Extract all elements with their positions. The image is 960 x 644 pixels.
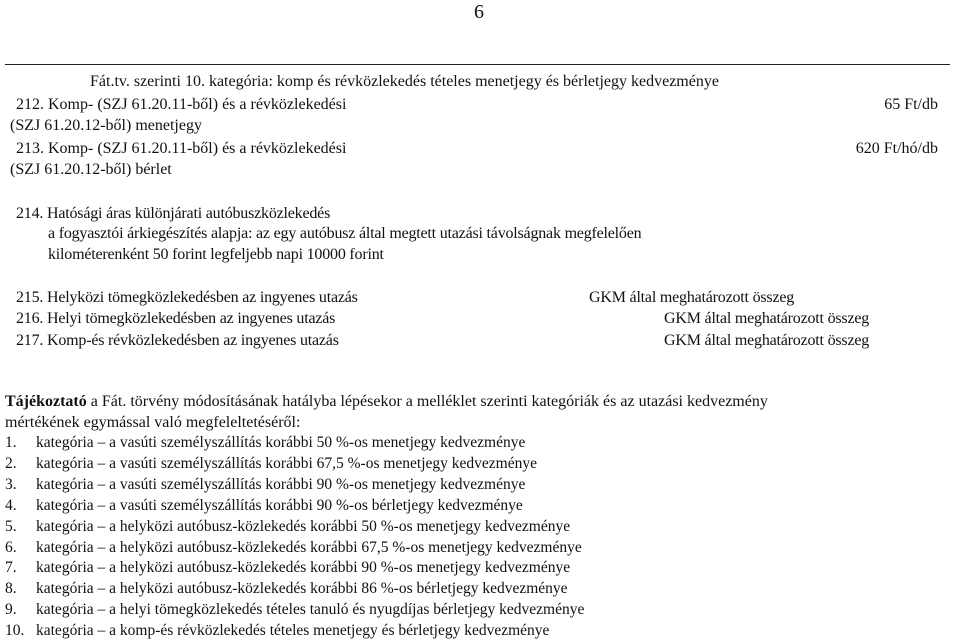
category-number: 10.	[5, 622, 25, 640]
info-text1: a Fát. törvény módosításának hatályba lépésekor a melléklet szerinti kategóriák és az utazási kedvezmény	[86, 393, 768, 410]
category-text: kategória – a vasúti személyszállítás korábbi 90 %-os bérletjegy kedvezménye	[36, 496, 523, 514]
item-215-label: 215. Helyközi tömegközlekedésben az ingyenes utazás	[16, 289, 358, 306]
category-text: kategória – a vasúti személyszállítás korábbi 50 %-os menetjegy kedvezménye	[36, 434, 526, 451]
category-text: kategória – a helyi tömegközlekedés tételes tanuló és nyugdíjas bérletjegy kedvezménye	[36, 601, 585, 619]
item-216-value: GKM által meghatározott összeg	[664, 310, 870, 327]
item-213-line2: (SZJ 61.20.12-ből) bérlet	[10, 161, 172, 178]
category-number: 3.	[5, 475, 17, 493]
item-215-value: GKM által meghatározott összeg	[589, 289, 795, 306]
category-number: 5.	[5, 517, 17, 535]
header-line: Fát.tv. szerinti 10. kategória: komp és révközlekedés tételes menetjegy és bérletjegy kedvezménye	[90, 73, 719, 90]
category-number: 4.	[5, 496, 17, 514]
category-number: 1.	[5, 434, 17, 451]
item-212-line1: 212. Komp- (SZJ 61.20.11-ből) és a révközlekedési	[16, 96, 347, 113]
item-212-line2: (SZJ 61.20.12-ből) menetjegy	[10, 117, 202, 134]
category-text: kategória – a helyközi autóbusz-közlekedés korábbi 50 %-os menetjegy kedvezménye	[36, 517, 571, 535]
item-213-price: 620 Ft/hó/db	[855, 140, 938, 157]
item-214-limit: kilométerenként 50 forint legfeljebb napi 10000 forint	[48, 246, 384, 263]
divider-line	[5, 64, 950, 65]
item-217-label: 217. Komp-és révközlekedésben az ingyenes utazás	[16, 332, 339, 349]
item-213-line1: 213. Komp- (SZJ 61.20.11-ből) és a révközlekedési	[16, 140, 347, 157]
category-number: 9.	[5, 601, 17, 619]
item-217-value: GKM által meghatározott összeg	[664, 332, 870, 349]
category-text: kategória – a helyközi autóbusz-közlekedés korábbi 67,5 %-os menetjegy kedvezménye	[36, 538, 582, 556]
item-212-price: 65 Ft/db	[884, 96, 938, 113]
category-text: kategória – a komp-és révközlekedés tételes menetjegy és bérletjegy kedvezménye	[36, 622, 550, 640]
item-214-title: 214. Hatósági áras különjárati autóbuszközlekedés	[16, 205, 331, 222]
category-text: kategória – a vasúti személyszállítás korábbi 67,5 %-os menetjegy kedvezménye	[36, 454, 537, 472]
info-lead: Tájékoztató	[5, 393, 87, 410]
category-text: kategória – a vasúti személyszállítás korábbi 90 %-os menetjegy kedvezménye	[36, 475, 526, 493]
item-216-label: 216. Helyi tömegközlekedésben az ingyenes utazás	[16, 310, 336, 327]
category-number: 8.	[5, 580, 17, 598]
info-paragraph-line2: mértékének egymással való megfeleltetéséről:	[5, 414, 301, 431]
page-number: 6	[474, 1, 484, 23]
info-paragraph-line1	[5, 392, 768, 412]
category-text: kategória – a helyközi autóbusz-közlekedés korábbi 90 %-os menetjegy kedvezménye	[36, 559, 571, 577]
category-number: 7.	[5, 559, 17, 577]
category-number: 6.	[5, 538, 17, 556]
item-214-desc: a fogyasztói árkiegészítés alapja: az egy autóbusz által megtett utazási távolságnak megfelelően	[48, 225, 642, 242]
category-number: 2.	[5, 454, 17, 472]
category-text: kategória – a helyközi autóbusz-közlekedés korábbi 86 %-os bérletjegy kedvezménye	[36, 580, 568, 598]
